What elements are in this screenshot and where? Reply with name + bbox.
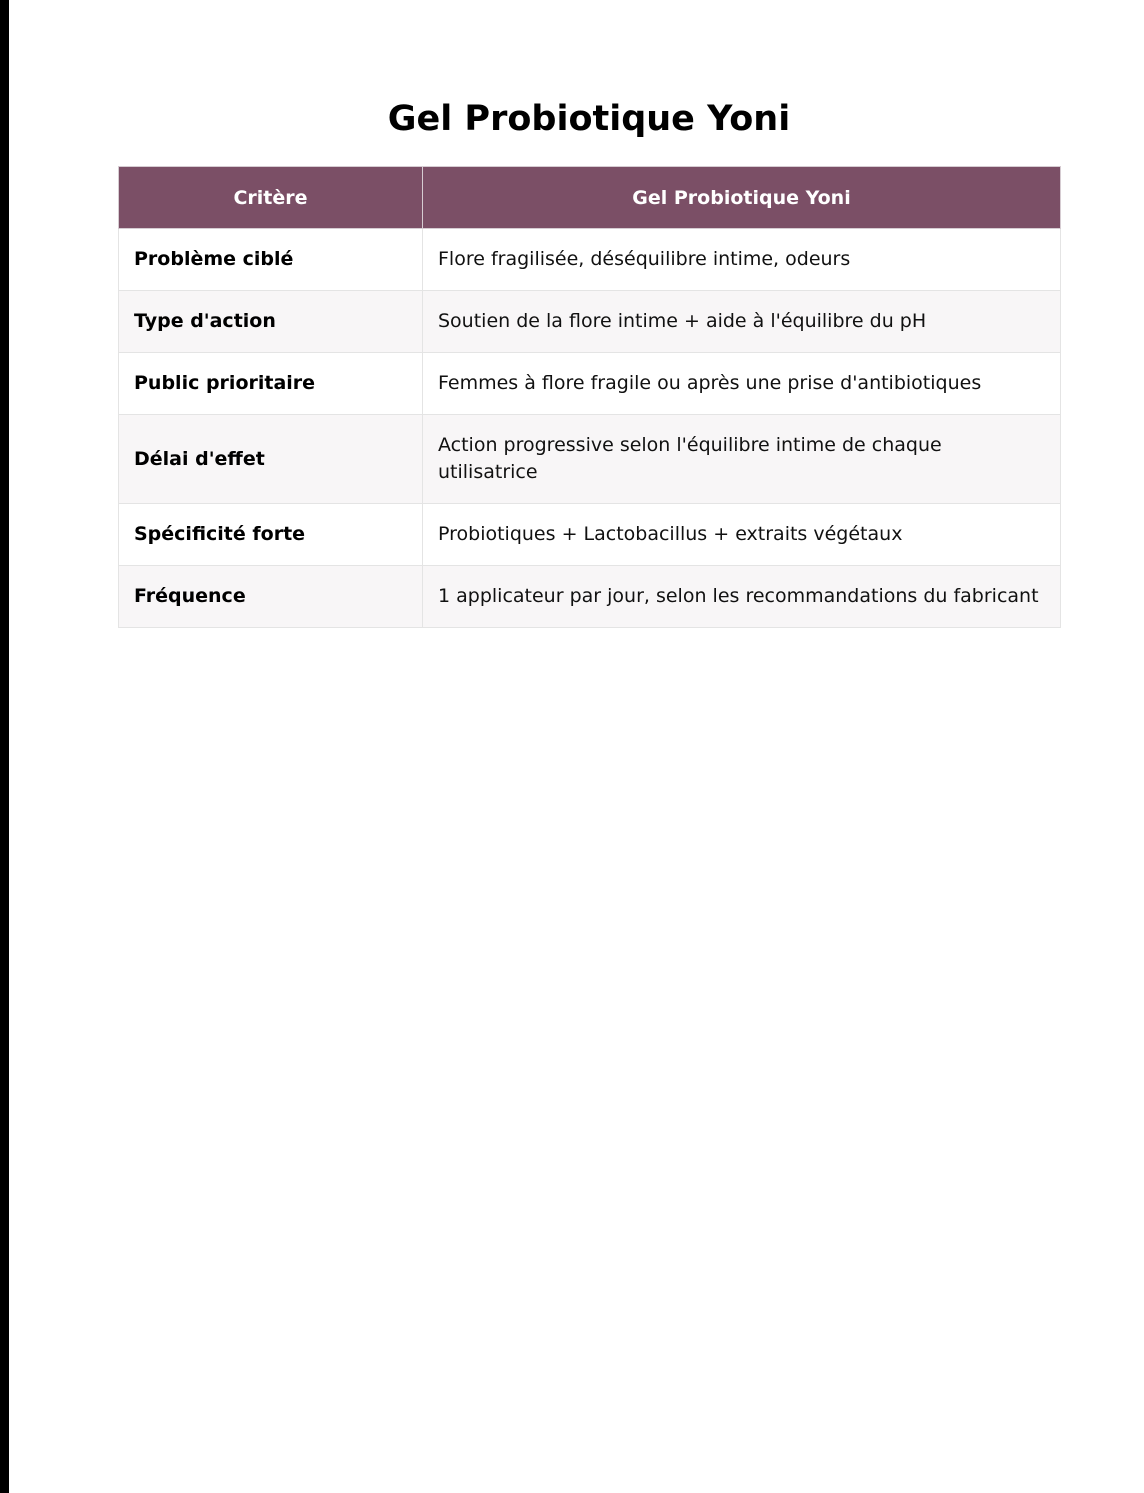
document-page (9, 0, 1144, 1493)
criterion-cell: Problème ciblé (119, 229, 423, 291)
value-cell: Flore fragilisée, déséquilibre intime, odeurs (423, 229, 1061, 291)
value-cell: Action progressive selon l'équilibre intime de chaque utilisatrice (423, 415, 1061, 504)
table-row (119, 504, 1061, 566)
criterion-cell: Spécificité forte (119, 504, 423, 566)
header-product: Gel Probiotique Yoni (423, 167, 1061, 229)
table-row (119, 291, 1061, 353)
comparison-table (118, 166, 1061, 628)
value-cell: Soutien de la flore intime + aide à l'équilibre du pH (423, 291, 1061, 353)
header-criterion: Critère (119, 167, 423, 229)
page-title: Gel Probiotique Yoni (387, 99, 791, 139)
table-row (119, 415, 1061, 504)
value-cell: 1 applicateur par jour, selon les recommandations du fabricant (423, 566, 1061, 628)
value-cell: Femmes à flore fragile ou après une prise d'antibiotiques (423, 353, 1061, 415)
value-cell: Probiotiques + Lactobacillus + extraits végétaux (423, 504, 1061, 566)
criterion-cell: Fréquence (119, 566, 423, 628)
table-row (119, 566, 1061, 628)
table-row (119, 353, 1061, 415)
criterion-cell: Public prioritaire (119, 353, 423, 415)
criterion-cell: Type d'action (119, 291, 423, 353)
table-header-row (119, 167, 1061, 229)
table-row (119, 229, 1061, 291)
criterion-cell: Délai d'effet (119, 415, 423, 504)
